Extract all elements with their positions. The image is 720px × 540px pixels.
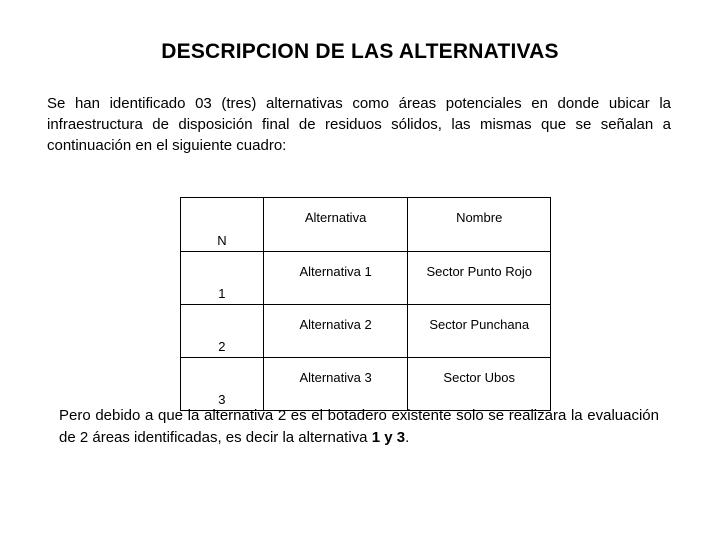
- row-number: 1: [181, 252, 264, 305]
- row-number: 2: [181, 305, 264, 358]
- row-alternativa: Alternativa 3: [263, 358, 408, 411]
- table-row: [181, 252, 551, 305]
- conclusion-bold-2: 3: [396, 429, 406, 446]
- row-alternativa: Alternativa 2: [263, 305, 408, 358]
- conclusion-bold-1: 1: [371, 429, 381, 446]
- header-n: N: [181, 198, 264, 252]
- conclusion-connector: y: [380, 429, 397, 446]
- conclusion-paragraph: [59, 405, 659, 449]
- header-nombre: Nombre: [408, 198, 551, 252]
- table-header-row: [181, 198, 551, 252]
- conclusion-end: .: [405, 429, 410, 446]
- table-row: [181, 358, 551, 411]
- row-nombre: Sector Punchana: [408, 305, 551, 358]
- row-nombre: Sector Punto Rojo: [408, 252, 551, 305]
- intro-paragraph: Se han identificado 03 (tres) alternativas como áreas potenciales en donde ubicar la infraestructura de disposición final de residuos sólidos, las mismas que se señalan a continuación en el siguiente cuadro:: [47, 95, 671, 154]
- page-title: DESCRIPCION DE LAS ALTERNATIVAS: [161, 40, 559, 63]
- conclusion-text: Pero debido a que la alternativa 2 es el botadero existente solo se realizara la evaluación de 2 áreas identificadas, es decir la alternativa: [59, 407, 659, 446]
- alternatives-table: [180, 197, 551, 411]
- row-alternativa: Alternativa 1: [263, 252, 408, 305]
- row-nombre: Sector Ubos: [408, 358, 551, 411]
- table-row: [181, 305, 551, 358]
- row-number: 3: [181, 358, 264, 411]
- header-alternativa: Alternativa: [263, 198, 408, 252]
